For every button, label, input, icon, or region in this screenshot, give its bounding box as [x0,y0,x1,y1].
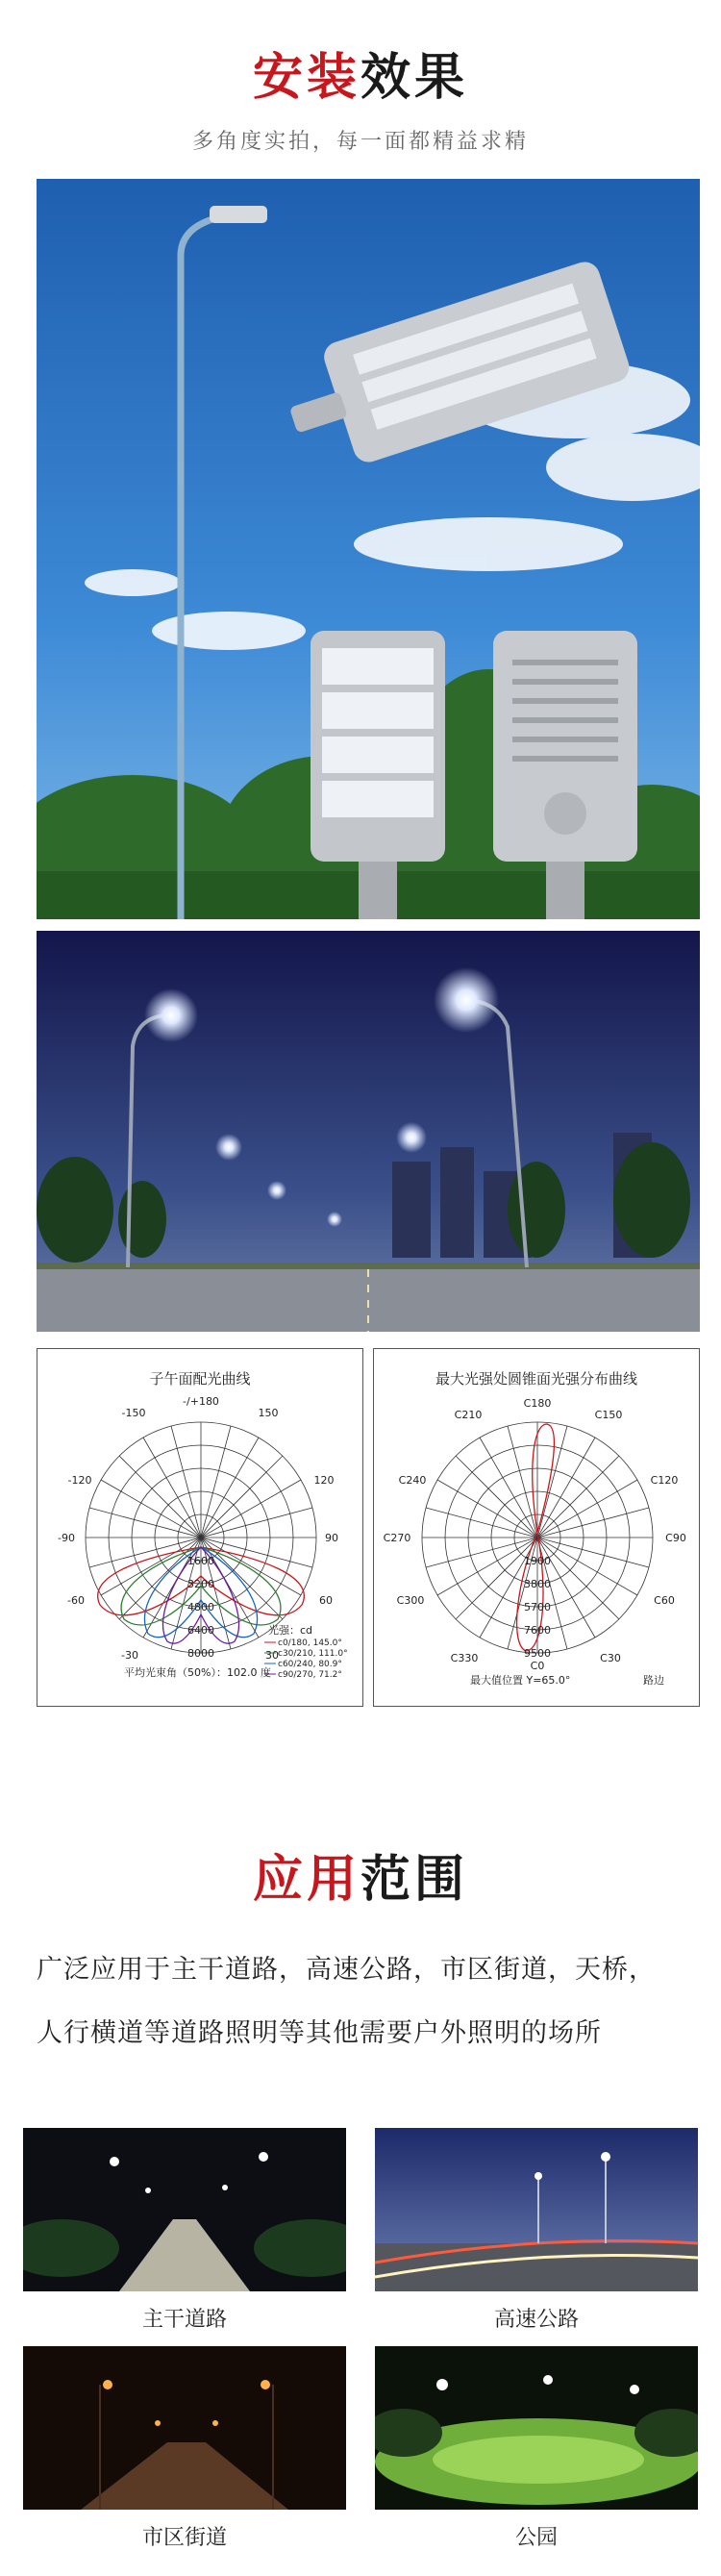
svg-text:C270: C270 [383,1532,411,1544]
svg-text:c30/210, 111.0°: c30/210, 111.0° [278,1649,348,1659]
svg-text:C240: C240 [398,1474,427,1487]
svg-text:-60: -60 [67,1594,85,1607]
svg-text:C180: C180 [523,1397,552,1410]
roadside-label: 路边 [643,1674,664,1687]
svg-text:5700: 5700 [524,1601,551,1613]
svg-text:4800: 4800 [187,1601,214,1613]
svg-text:60: 60 [319,1594,333,1607]
unit-label: 光强：cd [268,1624,313,1637]
night-road-photo [37,931,700,1332]
svg-text:6400: 6400 [187,1624,214,1637]
svg-text:C300: C300 [396,1594,425,1607]
svg-text:-150: -150 [121,1407,146,1419]
svg-text:1600: 1600 [187,1555,214,1567]
svg-text:150: 150 [258,1407,279,1419]
svg-text:-90: -90 [58,1532,75,1544]
install-section-title: 安装效果 [252,49,469,107]
photo-highway [375,2128,698,2291]
svg-text:C0: C0 [530,1660,545,1672]
usage-description-line2: 人行横道等道路照明等其他需要户外照明的场所 [37,2018,602,2048]
svg-text:90: 90 [325,1532,338,1544]
photo-city-street [23,2346,346,2510]
photo-park [375,2346,698,2510]
caption-city-street: 市区街道 [141,2526,227,2550]
svg-text:C210: C210 [454,1409,483,1421]
svg-text:8000: 8000 [187,1647,214,1660]
svg-text:7600: 7600 [524,1624,551,1637]
usage-section-title: 应用范围 [252,1851,469,1909]
svg-text:C60: C60 [654,1594,675,1607]
caption-highway: 高速公路 [493,2308,579,2332]
svg-text:1900: 1900 [524,1555,551,1567]
caption-main-road: 主干道路 [141,2308,227,2332]
svg-text:C30: C30 [600,1652,621,1664]
cone-distribution-chart [373,1348,700,1707]
svg-text:3800: 3800 [524,1578,551,1590]
daytime-product-photo [37,179,700,919]
caption-park: 公园 [514,2526,558,2550]
svg-text:9500: 9500 [524,1647,551,1660]
beam-angle-footer: 平均光束角（50%）：102.0 度 [124,1666,271,1679]
max-position-footer: 最大值位置 Y=65.0° [470,1674,571,1687]
meridian-chart-title: 子午面配光曲线 [149,1370,251,1388]
svg-text:c60/240, 80.9°: c60/240, 80.9° [278,1660,342,1669]
svg-text:C150: C150 [594,1409,623,1421]
svg-text:3200: 3200 [187,1578,214,1590]
svg-text:30: 30 [265,1649,279,1662]
svg-text:c90/270, 71.2°: c90/270, 71.2° [278,1670,342,1680]
meridian-distribution-chart [37,1348,363,1707]
svg-text:-30: -30 [121,1649,138,1662]
usage-description-line1: 广泛应用于主干道路，高速公路，市区街道，天桥， [37,1955,656,1985]
label-top: -/+180 [183,1395,219,1408]
svg-text:C120: C120 [650,1474,679,1487]
photo-main-road [23,2128,346,2291]
svg-text:C330: C330 [450,1652,479,1664]
svg-text:120: 120 [313,1474,335,1487]
cone-chart-title: 最大光强处圆锥面光强分布曲线 [435,1370,637,1388]
install-subtitle: 多角度实拍，每一面都精益求精 [191,130,529,154]
svg-text:C90: C90 [665,1532,686,1544]
svg-text:c0/180, 145.0°: c0/180, 145.0° [278,1638,342,1648]
svg-text:-120: -120 [67,1474,92,1487]
